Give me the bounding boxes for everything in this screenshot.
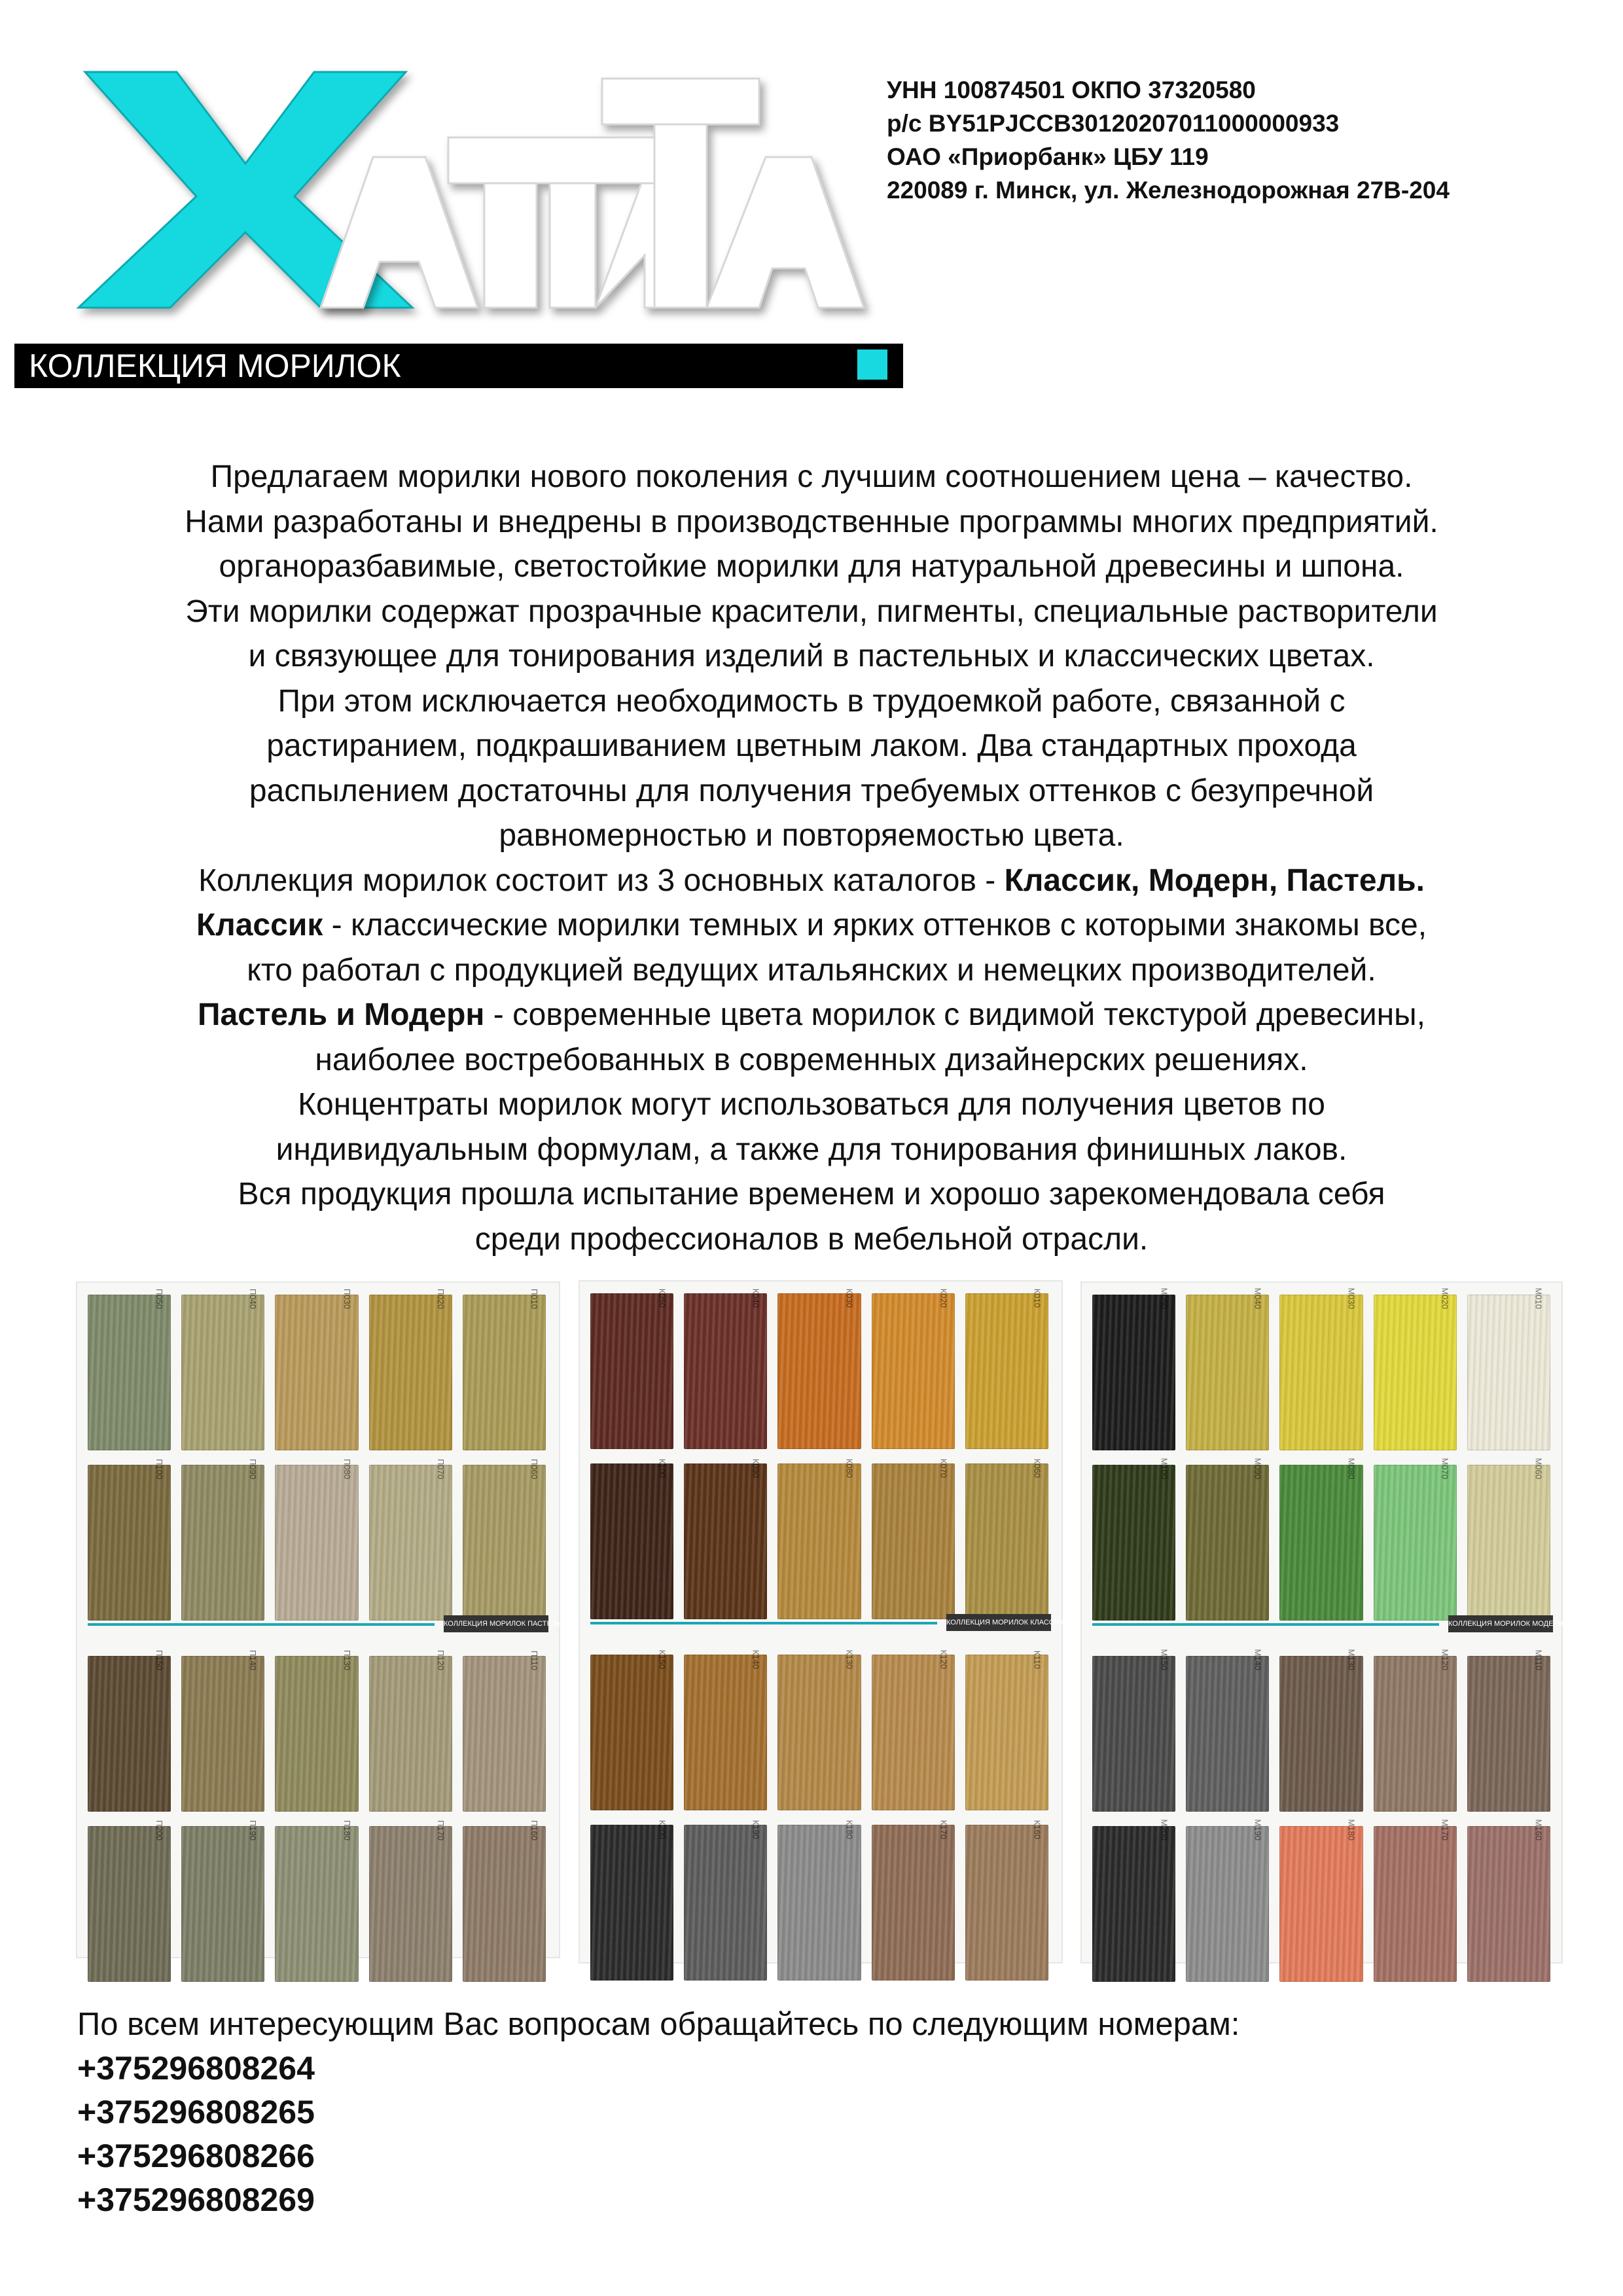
swatch-code: М080 [1346, 1458, 1357, 1479]
swatch-code: П090 [248, 1458, 259, 1479]
catalog-label: КОЛЛЕКЦИЯ МОРИЛОК ПАСТЕЛЬ [444, 1615, 548, 1632]
stain-swatch [181, 1288, 264, 1450]
swatch-code: П170 [435, 1820, 446, 1840]
stain-swatch [1092, 1458, 1175, 1621]
stain-swatch [181, 1458, 264, 1621]
stain-swatch [1374, 1819, 1457, 1982]
company-logo [79, 65, 864, 314]
stain-swatch [1467, 1287, 1550, 1450]
swatch-grid-top [88, 1288, 546, 1621]
stain-swatch [463, 1458, 546, 1621]
stain-swatch [777, 1288, 861, 1449]
swatch-code: М200 [1159, 1819, 1169, 1840]
catalog-label: КОЛЛЕКЦИЯ МОРИЛОК КЛАССИК [946, 1614, 1051, 1631]
requisites-line: УНН 100874501 ОКПО 37320580 [887, 77, 1256, 103]
stain-swatch [965, 1458, 1048, 1619]
stain-swatch [1186, 1649, 1269, 1812]
intro-line [52, 903, 1571, 948]
intro-line: Вся продукция прошла испытание временем и хорошо зарекомендовала себя [238, 1177, 1385, 1211]
stain-swatch [88, 1288, 171, 1450]
swatch-grid-top [1092, 1287, 1550, 1621]
stain-swatch [777, 1649, 861, 1810]
swatch-code: М150 [1159, 1649, 1169, 1670]
swatch-code: П060 [529, 1458, 539, 1479]
swatch-code: П200 [154, 1820, 165, 1840]
swatch-code: П160 [529, 1820, 539, 1840]
stain-swatch [1092, 1819, 1175, 1982]
swatch-code: П020 [435, 1288, 446, 1309]
stain-swatch [1092, 1287, 1175, 1450]
intro-text-span: - классические морилки темных и ярких оттенков с которыми знакомы все, [323, 908, 1427, 942]
phone-number[interactable]: +375296808265 [77, 2094, 315, 2130]
swatch-code: К110 [1031, 1650, 1042, 1669]
swatch-code: П190 [248, 1820, 259, 1840]
requisites-line: ОАО «Приорбанк» ЦБУ 119 [887, 143, 1209, 170]
stain-swatch [275, 1820, 358, 1982]
stain-swatch [590, 1649, 673, 1810]
catalog-photos [77, 1275, 1561, 1962]
swatch-code: К150 [657, 1649, 668, 1669]
stain-swatch [369, 1820, 452, 1982]
intro-line: растиранием, подкрашиванием цветным лаком. Два стандартных прохода [266, 728, 1357, 763]
stain-swatch [590, 1458, 673, 1619]
stain-swatch [590, 1820, 673, 1981]
stain-swatch [275, 1288, 358, 1450]
swatch-code: К020 [938, 1288, 948, 1308]
stain-swatch [181, 1820, 264, 1982]
swatch-code: П100 [154, 1458, 165, 1479]
swatch-code: К060 [1031, 1458, 1042, 1478]
stain-swatch [777, 1820, 861, 1981]
swatch-code: М140 [1253, 1649, 1263, 1670]
catalog-pastel [77, 1283, 562, 1957]
swatch-code: П130 [342, 1649, 352, 1670]
stain-swatch [1186, 1287, 1269, 1450]
swatch-code: К180 [844, 1820, 855, 1839]
intro-line: распылением достаточны для получения требуемых оттенков с безупречной [249, 773, 1374, 808]
section-title: КОЛЛЕКЦИЯ МОРИЛОК [29, 348, 401, 384]
swatch-code: К200 [657, 1820, 668, 1839]
swatch-code: П040 [248, 1288, 259, 1309]
swatch-code: П120 [435, 1649, 446, 1670]
intro-text-span: Коллекция морилок состоит из 3 основных каталогов - [198, 863, 1005, 898]
stain-swatch [872, 1288, 955, 1449]
swatch-code: М040 [1253, 1287, 1263, 1309]
swatch-code: К090 [751, 1458, 761, 1478]
requisites-line: р/с BY51PJCCB30120207011000000933 [887, 110, 1340, 137]
swatch-code: М180 [1346, 1819, 1357, 1840]
stain-swatch [1279, 1458, 1363, 1621]
swatch-code: М010 [1533, 1287, 1544, 1309]
stain-swatch [1374, 1287, 1457, 1450]
stain-swatch [1279, 1287, 1363, 1450]
stain-swatch [684, 1820, 767, 1981]
stain-swatch [88, 1458, 171, 1621]
stain-swatch [1374, 1458, 1457, 1621]
swatch-code: П050 [154, 1288, 165, 1309]
stain-swatch [872, 1649, 955, 1810]
stain-swatch [463, 1288, 546, 1450]
swatch-code: М170 [1440, 1819, 1450, 1840]
swatch-grid-bottom [88, 1649, 546, 1982]
swatch-grid-bottom [1092, 1649, 1550, 1982]
swatch-code: К010 [1031, 1288, 1042, 1308]
section-title-bar [14, 344, 903, 388]
swatch-code: М130 [1346, 1649, 1357, 1670]
stain-swatch [181, 1649, 264, 1812]
swatch-code: П150 [154, 1649, 165, 1670]
intro-line: Концентраты морилок могут использоваться для получения цветов по [298, 1087, 1325, 1122]
stain-swatch [275, 1458, 358, 1621]
catalog-modern [1082, 1283, 1561, 1962]
stain-swatch [1279, 1649, 1363, 1812]
swatch-code: П070 [435, 1458, 446, 1479]
swatch-code: К130 [844, 1649, 855, 1669]
intro-text-span: - современные цвета морилок с видимой текстурой древесины, [484, 997, 1425, 1032]
swatch-code: П010 [529, 1288, 539, 1309]
contacts-block [77, 2003, 1240, 2222]
stain-swatch [872, 1820, 955, 1981]
stain-swatch [275, 1649, 358, 1812]
phone-number[interactable]: +375296808269 [77, 2181, 315, 2218]
catalog-names: Классик, Модерн, Пастель. [1004, 863, 1425, 898]
catalog-divider [1092, 1623, 1439, 1626]
stain-swatch [369, 1649, 452, 1812]
stain-swatch [965, 1288, 1048, 1449]
intro-line [52, 859, 1571, 904]
stain-swatch [590, 1288, 673, 1449]
swatch-code: П180 [342, 1820, 352, 1840]
swatch-code: М050 [1159, 1287, 1169, 1309]
swatch-code: М160 [1533, 1819, 1544, 1840]
swatch-grid-bottom [590, 1649, 1048, 1981]
intro-line: органоразбавимые, светостойкие морилки для натуральной древесины и шпона. [219, 549, 1404, 584]
swatch-code: К170 [938, 1820, 948, 1839]
intro-line: наиболее востребованных в современных дизайнерских решениях. [315, 1042, 1308, 1077]
stain-swatch [684, 1288, 767, 1449]
swatch-code: К030 [844, 1288, 855, 1308]
stain-swatch [1279, 1819, 1363, 1982]
stain-swatch [463, 1650, 546, 1812]
stain-swatch [1374, 1649, 1457, 1812]
swatch-code: М090 [1253, 1458, 1263, 1479]
intro-line: равномерностью и повторяемостью цвета. [499, 818, 1124, 853]
swatch-grid-top [590, 1288, 1048, 1619]
swatch-code: К070 [938, 1458, 948, 1478]
phone-number[interactable]: +375296808266 [77, 2138, 315, 2174]
stain-swatch [1092, 1649, 1175, 1812]
phone-number[interactable]: +375296808264 [77, 2050, 315, 2087]
stain-swatch [1467, 1819, 1550, 1982]
intro-line: Предлагаем морилки нового поколения с лучшим соотношением цена – качество. [210, 459, 1413, 494]
intro-line: индивидуальным формулам, а также для тонирования финишных лаков. [276, 1132, 1347, 1167]
pastel-modern-term: Пастель и Модерн [198, 997, 485, 1032]
swatch-code: М060 [1533, 1458, 1544, 1479]
swatch-code: К040 [751, 1288, 761, 1308]
swatch-code: М190 [1253, 1819, 1263, 1840]
stain-swatch [1186, 1819, 1269, 1982]
swatch-code: М120 [1440, 1649, 1450, 1670]
swatch-code: К140 [751, 1649, 761, 1669]
intro-text [52, 455, 1571, 1262]
stain-swatch [1467, 1649, 1550, 1812]
stain-swatch [1186, 1458, 1269, 1621]
stain-swatch [88, 1820, 171, 1982]
swatch-code: К190 [751, 1820, 761, 1839]
stain-swatch [684, 1458, 767, 1619]
catalog-divider [590, 1622, 937, 1624]
stain-swatch [872, 1458, 955, 1619]
intro-line: При этом исключается необходимость в трудоемкой работе, связанной с [277, 683, 1346, 719]
swatch-code: К080 [844, 1458, 855, 1478]
swatch-code: К050 [657, 1288, 668, 1308]
swatch-code: М070 [1440, 1458, 1450, 1479]
stain-swatch [88, 1649, 171, 1812]
requisites-line: 220089 г. Минск, ул. Железнодорожная 27В-204 [887, 177, 1450, 204]
catalog-classic [580, 1282, 1064, 1962]
stain-swatch [369, 1458, 452, 1621]
intro-line: кто работал с продукцией ведущих итальянских и немецких производителей. [247, 952, 1376, 988]
intro-line [52, 993, 1571, 1038]
intro-line: и связующее для тонирования изделий в пастельных и классических цветах. [248, 639, 1375, 673]
swatch-code: П030 [342, 1288, 352, 1309]
intro-line: среди профессионалов в мебельной отрасли. [474, 1221, 1149, 1257]
swatch-code: К160 [1031, 1820, 1042, 1839]
title-accent-square [857, 350, 887, 380]
stain-swatch [965, 1650, 1048, 1810]
contacts-lead: По всем интересующим Вас вопросам обращайтесь по следующим номерам: [77, 2007, 1240, 2042]
catalog-divider [88, 1623, 435, 1626]
stain-swatch [1467, 1458, 1550, 1621]
stain-swatch [965, 1820, 1048, 1981]
stain-swatch [369, 1288, 452, 1450]
company-requisites [887, 73, 1574, 207]
swatch-code: К120 [938, 1649, 948, 1669]
swatch-code: П140 [248, 1649, 259, 1670]
logo-graphic [79, 65, 864, 314]
intro-line: Нами разработаны и внедрены в производственные программы многих предприятий. [185, 504, 1438, 539]
stain-swatch [684, 1649, 767, 1810]
stain-swatch [777, 1458, 861, 1619]
swatch-code: П110 [529, 1650, 539, 1670]
catalog-label: КОЛЛЕКЦИЯ МОРИЛОК МОДЕРН [1448, 1615, 1553, 1632]
classic-term: Классик [196, 908, 323, 942]
swatch-code: М030 [1346, 1287, 1357, 1309]
swatch-code: М100 [1159, 1458, 1169, 1479]
intro-line: Эти морилки содержат прозрачные красители, пигменты, специальные растворители [185, 594, 1438, 629]
stain-swatch [463, 1820, 546, 1982]
swatch-code: М110 [1533, 1649, 1544, 1670]
swatch-code: П080 [342, 1458, 352, 1479]
swatch-code: М020 [1440, 1287, 1450, 1309]
swatch-code: К100 [657, 1458, 668, 1478]
